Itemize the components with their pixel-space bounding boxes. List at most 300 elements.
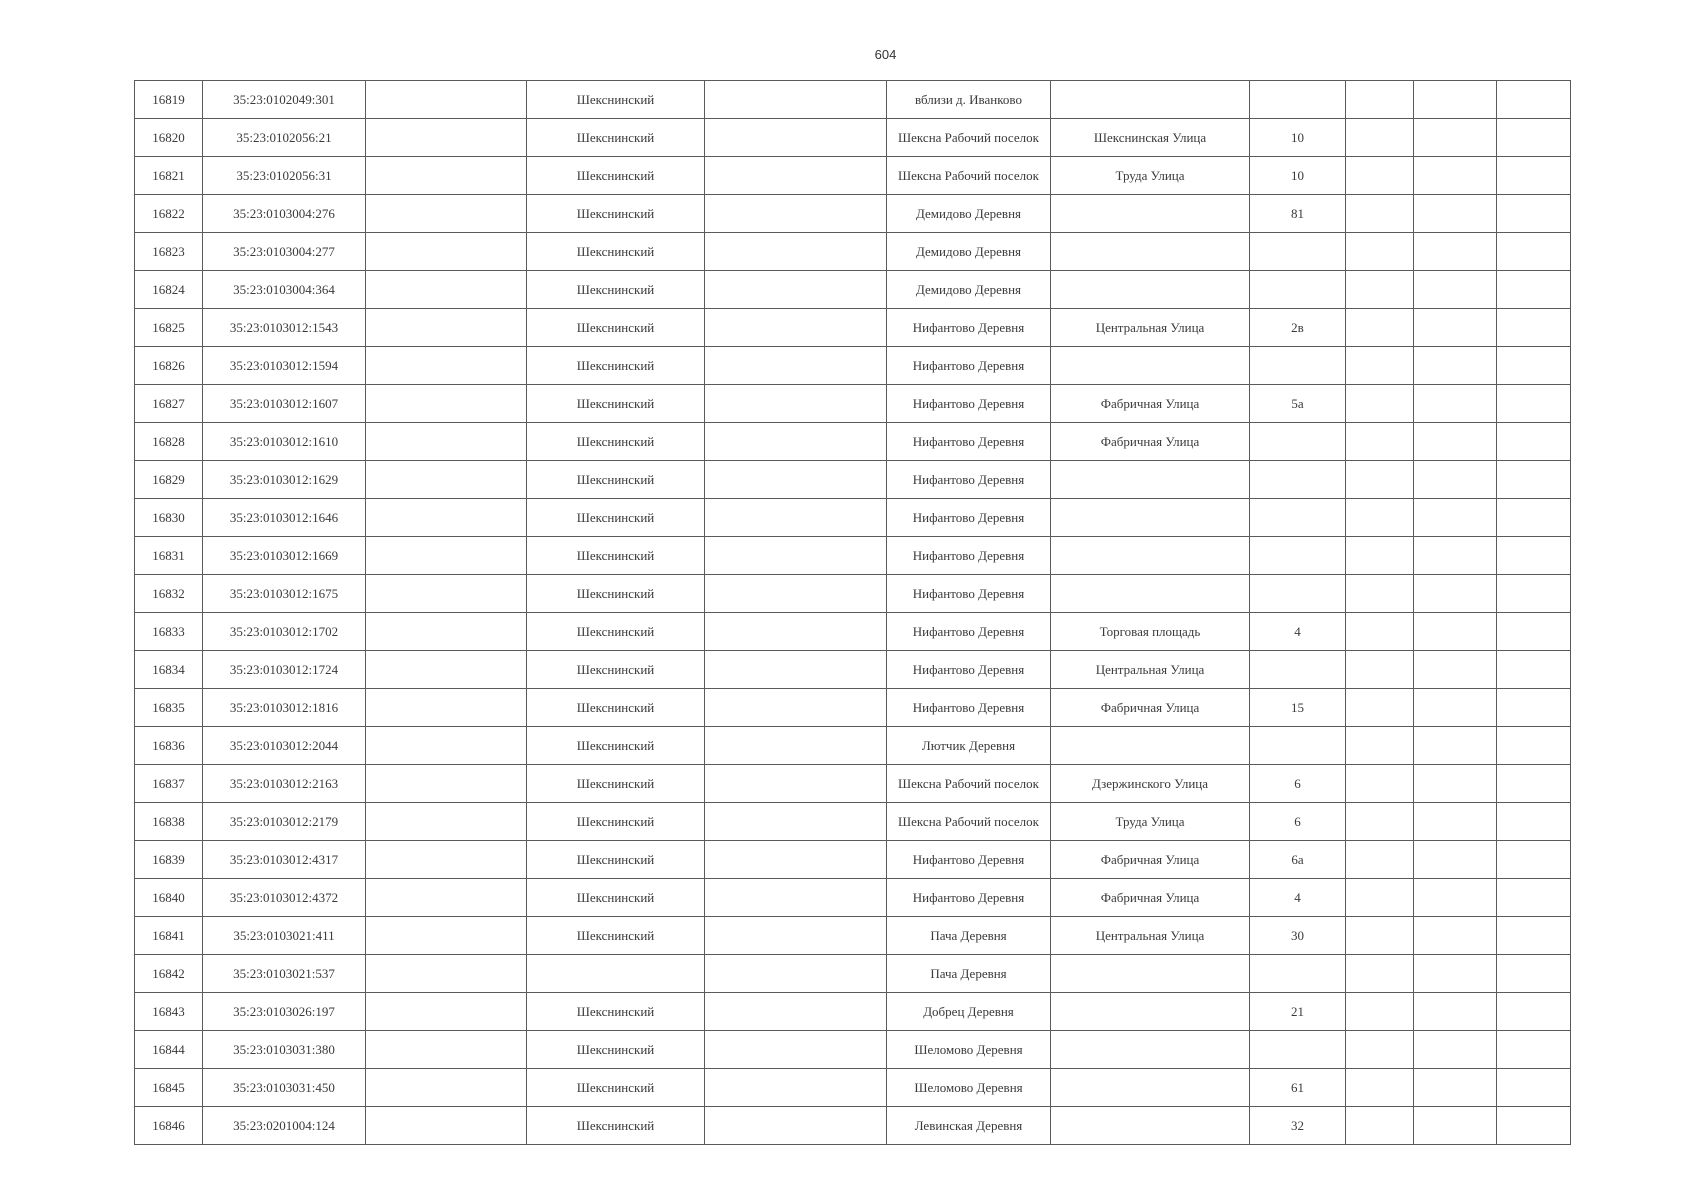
- empty-cell: [1497, 1107, 1571, 1145]
- district-cell: Шекснинский: [527, 271, 705, 309]
- empty-cell: [366, 537, 527, 575]
- house-number-cell: 32: [1250, 1107, 1346, 1145]
- house-number-cell: 21: [1250, 993, 1346, 1031]
- empty-cell: [1497, 575, 1571, 613]
- district-cell: Шекснинский: [527, 461, 705, 499]
- cadastral-number-cell: 35:23:0103012:1607: [203, 385, 366, 423]
- empty-cell: [705, 613, 887, 651]
- empty-cell: [366, 917, 527, 955]
- cadastral-number-cell: 35:23:0103021:411: [203, 917, 366, 955]
- empty-cell: [1346, 347, 1414, 385]
- empty-cell: [1346, 423, 1414, 461]
- street-cell: Центральная Улица: [1051, 309, 1250, 347]
- locality-cell: Демидово Деревня: [887, 271, 1051, 309]
- house-number-cell: [1250, 423, 1346, 461]
- empty-cell: [1414, 1031, 1497, 1069]
- empty-cell: [1497, 1069, 1571, 1107]
- empty-cell: [705, 993, 887, 1031]
- empty-cell: [705, 689, 887, 727]
- row-number-cell: 16837: [135, 765, 203, 803]
- row-number-cell: 16832: [135, 575, 203, 613]
- cadastral-number-cell: 35:23:0103031:450: [203, 1069, 366, 1107]
- row-number-cell: 16829: [135, 461, 203, 499]
- empty-cell: [1346, 879, 1414, 917]
- house-number-cell: [1250, 575, 1346, 613]
- empty-cell: [1414, 309, 1497, 347]
- empty-cell: [705, 575, 887, 613]
- street-cell: Фабричная Улица: [1051, 385, 1250, 423]
- empty-cell: [705, 195, 887, 233]
- table-row: [135, 613, 1571, 651]
- empty-cell: [1414, 1069, 1497, 1107]
- empty-cell: [705, 1031, 887, 1069]
- district-cell: Шекснинский: [527, 385, 705, 423]
- district-cell: Шекснинский: [527, 499, 705, 537]
- empty-cell: [366, 81, 527, 119]
- empty-cell: [1497, 233, 1571, 271]
- cadastral-number-cell: 35:23:0103031:380: [203, 1031, 366, 1069]
- table-row: [135, 81, 1571, 119]
- empty-cell: [1497, 1031, 1571, 1069]
- cadastral-number-cell: 35:23:0103012:1816: [203, 689, 366, 727]
- street-cell: [1051, 81, 1250, 119]
- cadastral-number-cell: 35:23:0103026:197: [203, 993, 366, 1031]
- street-cell: [1051, 955, 1250, 993]
- house-number-cell: 10: [1250, 119, 1346, 157]
- street-cell: Труда Улица: [1051, 803, 1250, 841]
- street-cell: Дзержинского Улица: [1051, 765, 1250, 803]
- row-number-cell: 16825: [135, 309, 203, 347]
- locality-cell: Лютчик Деревня: [887, 727, 1051, 765]
- cadastral-number-cell: 35:23:0103012:4372: [203, 879, 366, 917]
- table-body: [135, 81, 1571, 1145]
- locality-cell: Нифантово Деревня: [887, 689, 1051, 727]
- house-number-cell: 6: [1250, 803, 1346, 841]
- district-cell: Шекснинский: [527, 423, 705, 461]
- row-number-cell: 16841: [135, 917, 203, 955]
- district-cell: Шекснинский: [527, 651, 705, 689]
- cadastral-number-cell: 35:23:0103012:1702: [203, 613, 366, 651]
- row-number-cell: 16838: [135, 803, 203, 841]
- row-number-cell: 16824: [135, 271, 203, 309]
- district-cell: Шекснинский: [527, 537, 705, 575]
- empty-cell: [705, 1069, 887, 1107]
- cadastral-number-cell: 35:23:0103004:364: [203, 271, 366, 309]
- cadastral-number-cell: 35:23:0103021:537: [203, 955, 366, 993]
- house-number-cell: 6: [1250, 765, 1346, 803]
- table-row: [135, 1107, 1571, 1145]
- empty-cell: [1346, 1107, 1414, 1145]
- row-number-cell: 16819: [135, 81, 203, 119]
- street-cell: Фабричная Улица: [1051, 689, 1250, 727]
- locality-cell: Шексна Рабочий поселок: [887, 157, 1051, 195]
- locality-cell: Левинская Деревня: [887, 1107, 1051, 1145]
- empty-cell: [1414, 271, 1497, 309]
- locality-cell: Шеломово Деревня: [887, 1069, 1051, 1107]
- district-cell: Шекснинский: [527, 917, 705, 955]
- empty-cell: [1414, 119, 1497, 157]
- empty-cell: [1346, 651, 1414, 689]
- cadastral-number-cell: 35:23:0102056:21: [203, 119, 366, 157]
- district-cell: Шекснинский: [527, 1069, 705, 1107]
- empty-cell: [366, 385, 527, 423]
- empty-cell: [705, 271, 887, 309]
- house-number-cell: 81: [1250, 195, 1346, 233]
- district-cell: Шекснинский: [527, 81, 705, 119]
- empty-cell: [1497, 423, 1571, 461]
- row-number-cell: 16830: [135, 499, 203, 537]
- district-cell: Шекснинский: [527, 765, 705, 803]
- house-number-cell: 61: [1250, 1069, 1346, 1107]
- empty-cell: [1346, 917, 1414, 955]
- table-row: [135, 157, 1571, 195]
- empty-cell: [1414, 955, 1497, 993]
- empty-cell: [1414, 727, 1497, 765]
- empty-cell: [705, 917, 887, 955]
- house-number-cell: [1250, 537, 1346, 575]
- empty-cell: [705, 347, 887, 385]
- empty-cell: [705, 81, 887, 119]
- empty-cell: [1346, 385, 1414, 423]
- cadastral-number-cell: 35:23:0102056:31: [203, 157, 366, 195]
- empty-cell: [1497, 727, 1571, 765]
- cadastral-number-cell: 35:23:0103012:1669: [203, 537, 366, 575]
- street-cell: [1051, 499, 1250, 537]
- row-number-cell: 16835: [135, 689, 203, 727]
- district-cell: Шекснинский: [527, 841, 705, 879]
- table-row: [135, 651, 1571, 689]
- empty-cell: [1414, 993, 1497, 1031]
- locality-cell: Шексна Рабочий поселок: [887, 803, 1051, 841]
- locality-cell: Шексна Рабочий поселок: [887, 765, 1051, 803]
- empty-cell: [1346, 1031, 1414, 1069]
- empty-cell: [1497, 613, 1571, 651]
- register-table: [134, 80, 1571, 1145]
- empty-cell: [1497, 119, 1571, 157]
- table-row: [135, 765, 1571, 803]
- empty-cell: [705, 309, 887, 347]
- table-row: [135, 727, 1571, 765]
- row-number-cell: 16822: [135, 195, 203, 233]
- locality-cell: Демидово Деревня: [887, 195, 1051, 233]
- table-row: [135, 803, 1571, 841]
- empty-cell: [1497, 271, 1571, 309]
- street-cell: [1051, 1031, 1250, 1069]
- table-row: [135, 993, 1571, 1031]
- row-number-cell: 16821: [135, 157, 203, 195]
- street-cell: [1051, 575, 1250, 613]
- empty-cell: [1346, 575, 1414, 613]
- house-number-cell: 4: [1250, 879, 1346, 917]
- empty-cell: [1346, 955, 1414, 993]
- locality-cell: Нифантово Деревня: [887, 385, 1051, 423]
- row-number-cell: 16843: [135, 993, 203, 1031]
- house-number-cell: [1250, 461, 1346, 499]
- table-row: [135, 233, 1571, 271]
- empty-cell: [366, 195, 527, 233]
- empty-cell: [1346, 841, 1414, 879]
- row-number-cell: 16826: [135, 347, 203, 385]
- street-cell: Шекснинская Улица: [1051, 119, 1250, 157]
- empty-cell: [366, 1031, 527, 1069]
- row-number-cell: 16845: [135, 1069, 203, 1107]
- empty-cell: [1414, 765, 1497, 803]
- cadastral-number-cell: 35:23:0103012:2163: [203, 765, 366, 803]
- row-number-cell: 16844: [135, 1031, 203, 1069]
- empty-cell: [366, 499, 527, 537]
- empty-cell: [705, 879, 887, 917]
- empty-cell: [705, 537, 887, 575]
- empty-cell: [705, 1107, 887, 1145]
- empty-cell: [1346, 613, 1414, 651]
- house-number-cell: [1250, 347, 1346, 385]
- district-cell: Шекснинский: [527, 1031, 705, 1069]
- house-number-cell: 6а: [1250, 841, 1346, 879]
- locality-cell: Нифантово Деревня: [887, 841, 1051, 879]
- empty-cell: [1414, 575, 1497, 613]
- house-number-cell: [1250, 1031, 1346, 1069]
- locality-cell: Шексна Рабочий поселок: [887, 119, 1051, 157]
- empty-cell: [1414, 233, 1497, 271]
- locality-cell: Нифантово Деревня: [887, 575, 1051, 613]
- street-cell: [1051, 727, 1250, 765]
- empty-cell: [366, 1069, 527, 1107]
- empty-cell: [705, 651, 887, 689]
- empty-cell: [1346, 461, 1414, 499]
- empty-cell: [1497, 537, 1571, 575]
- row-number-cell: 16823: [135, 233, 203, 271]
- street-cell: Труда Улица: [1051, 157, 1250, 195]
- empty-cell: [366, 423, 527, 461]
- empty-cell: [705, 119, 887, 157]
- page-number: 604: [874, 47, 897, 62]
- empty-cell: [366, 233, 527, 271]
- table-row: [135, 841, 1571, 879]
- locality-cell: Шеломово Деревня: [887, 1031, 1051, 1069]
- empty-cell: [1497, 309, 1571, 347]
- empty-cell: [705, 423, 887, 461]
- empty-cell: [1346, 765, 1414, 803]
- empty-cell: [705, 765, 887, 803]
- cadastral-number-cell: 35:23:0103012:1610: [203, 423, 366, 461]
- district-cell: Шекснинский: [527, 233, 705, 271]
- empty-cell: [1414, 803, 1497, 841]
- row-number-cell: 16842: [135, 955, 203, 993]
- locality-cell: Пача Деревня: [887, 955, 1051, 993]
- row-number-cell: 16840: [135, 879, 203, 917]
- street-cell: [1051, 195, 1250, 233]
- empty-cell: [366, 575, 527, 613]
- cadastral-number-cell: 35:23:0103012:1724: [203, 651, 366, 689]
- row-number-cell: 16820: [135, 119, 203, 157]
- street-cell: Центральная Улица: [1051, 917, 1250, 955]
- row-number-cell: 16834: [135, 651, 203, 689]
- locality-cell: Нифантово Деревня: [887, 347, 1051, 385]
- empty-cell: [705, 499, 887, 537]
- empty-cell: [1346, 195, 1414, 233]
- empty-cell: [1414, 385, 1497, 423]
- empty-cell: [366, 727, 527, 765]
- street-cell: [1051, 1069, 1250, 1107]
- district-cell: Шекснинский: [527, 575, 705, 613]
- empty-cell: [366, 157, 527, 195]
- empty-cell: [1346, 993, 1414, 1031]
- empty-cell: [1497, 841, 1571, 879]
- empty-cell: [1497, 385, 1571, 423]
- street-cell: [1051, 347, 1250, 385]
- empty-cell: [705, 803, 887, 841]
- cadastral-number-cell: 35:23:0103012:1629: [203, 461, 366, 499]
- locality-cell: Нифантово Деревня: [887, 499, 1051, 537]
- district-cell: Шекснинский: [527, 803, 705, 841]
- house-number-cell: [1250, 499, 1346, 537]
- empty-cell: [1414, 917, 1497, 955]
- district-cell: Шекснинский: [527, 195, 705, 233]
- table-row: [135, 955, 1571, 993]
- empty-cell: [1346, 689, 1414, 727]
- street-cell: [1051, 1107, 1250, 1145]
- empty-cell: [1414, 81, 1497, 119]
- empty-cell: [1346, 727, 1414, 765]
- cadastral-number-cell: 35:23:0103012:2179: [203, 803, 366, 841]
- cadastral-number-cell: 35:23:0103012:4317: [203, 841, 366, 879]
- district-cell: Шекснинский: [527, 879, 705, 917]
- table-row: [135, 423, 1571, 461]
- empty-cell: [1414, 689, 1497, 727]
- table-row: [135, 689, 1571, 727]
- empty-cell: [366, 309, 527, 347]
- cadastral-number-cell: 35:23:0103012:1646: [203, 499, 366, 537]
- cadastral-number-cell: 35:23:0103012:2044: [203, 727, 366, 765]
- house-number-cell: 10: [1250, 157, 1346, 195]
- house-number-cell: 15: [1250, 689, 1346, 727]
- house-number-cell: [1250, 651, 1346, 689]
- house-number-cell: 30: [1250, 917, 1346, 955]
- locality-cell: Нифантово Деревня: [887, 613, 1051, 651]
- empty-cell: [366, 651, 527, 689]
- empty-cell: [1497, 651, 1571, 689]
- empty-cell: [1346, 309, 1414, 347]
- street-cell: [1051, 271, 1250, 309]
- empty-cell: [366, 119, 527, 157]
- empty-cell: [1346, 119, 1414, 157]
- district-cell: Шекснинский: [527, 309, 705, 347]
- empty-cell: [705, 157, 887, 195]
- empty-cell: [705, 727, 887, 765]
- street-cell: [1051, 233, 1250, 271]
- table-row: [135, 271, 1571, 309]
- street-cell: Фабричная Улица: [1051, 879, 1250, 917]
- empty-cell: [1497, 499, 1571, 537]
- locality-cell: Пача Деревня: [887, 917, 1051, 955]
- empty-cell: [1414, 1107, 1497, 1145]
- table-row: [135, 119, 1571, 157]
- house-number-cell: [1250, 233, 1346, 271]
- empty-cell: [366, 689, 527, 727]
- empty-cell: [1497, 803, 1571, 841]
- empty-cell: [1497, 689, 1571, 727]
- empty-cell: [366, 993, 527, 1031]
- empty-cell: [1414, 879, 1497, 917]
- table-row: [135, 309, 1571, 347]
- empty-cell: [1497, 917, 1571, 955]
- table-row: [135, 385, 1571, 423]
- house-number-cell: 4: [1250, 613, 1346, 651]
- empty-cell: [366, 765, 527, 803]
- empty-cell: [1497, 157, 1571, 195]
- house-number-cell: [1250, 81, 1346, 119]
- empty-cell: [366, 271, 527, 309]
- table-row: [135, 461, 1571, 499]
- empty-cell: [366, 613, 527, 651]
- cadastral-number-cell: 35:23:0201004:124: [203, 1107, 366, 1145]
- empty-cell: [1414, 461, 1497, 499]
- street-cell: Торговая площадь: [1051, 613, 1250, 651]
- street-cell: Центральная Улица: [1051, 651, 1250, 689]
- house-number-cell: [1250, 271, 1346, 309]
- house-number-cell: [1250, 727, 1346, 765]
- empty-cell: [1346, 499, 1414, 537]
- table-row: [135, 575, 1571, 613]
- row-number-cell: 16833: [135, 613, 203, 651]
- empty-cell: [366, 955, 527, 993]
- empty-cell: [366, 1107, 527, 1145]
- empty-cell: [1497, 461, 1571, 499]
- district-cell: Шекснинский: [527, 347, 705, 385]
- cadastral-number-cell: 35:23:0103012:1675: [203, 575, 366, 613]
- district-cell: Шекснинский: [527, 993, 705, 1031]
- empty-cell: [1497, 955, 1571, 993]
- row-number-cell: 16828: [135, 423, 203, 461]
- empty-cell: [366, 841, 527, 879]
- empty-cell: [1497, 765, 1571, 803]
- cadastral-number-cell: 35:23:0103004:277: [203, 233, 366, 271]
- empty-cell: [1346, 537, 1414, 575]
- table-row: [135, 347, 1571, 385]
- row-number-cell: 16831: [135, 537, 203, 575]
- district-cell: Шекснинский: [527, 1107, 705, 1145]
- locality-cell: Нифантово Деревня: [887, 537, 1051, 575]
- empty-cell: [1497, 993, 1571, 1031]
- empty-cell: [1414, 157, 1497, 195]
- locality-cell: Добрец Деревня: [887, 993, 1051, 1031]
- empty-cell: [1346, 1069, 1414, 1107]
- locality-cell: Нифантово Деревня: [887, 309, 1051, 347]
- locality-cell: Нифантово Деревня: [887, 461, 1051, 499]
- row-number-cell: 16839: [135, 841, 203, 879]
- empty-cell: [705, 461, 887, 499]
- district-cell: [527, 955, 705, 993]
- empty-cell: [1414, 499, 1497, 537]
- empty-cell: [366, 879, 527, 917]
- empty-cell: [705, 233, 887, 271]
- locality-cell: вблизи д. Иванково: [887, 81, 1051, 119]
- table-row: [135, 1069, 1571, 1107]
- street-cell: Фабричная Улица: [1051, 841, 1250, 879]
- street-cell: [1051, 461, 1250, 499]
- empty-cell: [366, 803, 527, 841]
- locality-cell: Демидово Деревня: [887, 233, 1051, 271]
- row-number-cell: 16836: [135, 727, 203, 765]
- row-number-cell: 16846: [135, 1107, 203, 1145]
- empty-cell: [1414, 651, 1497, 689]
- house-number-cell: 5а: [1250, 385, 1346, 423]
- locality-cell: Нифантово Деревня: [887, 879, 1051, 917]
- empty-cell: [1497, 81, 1571, 119]
- district-cell: Шекснинский: [527, 689, 705, 727]
- table-row: [135, 499, 1571, 537]
- street-cell: Фабричная Улица: [1051, 423, 1250, 461]
